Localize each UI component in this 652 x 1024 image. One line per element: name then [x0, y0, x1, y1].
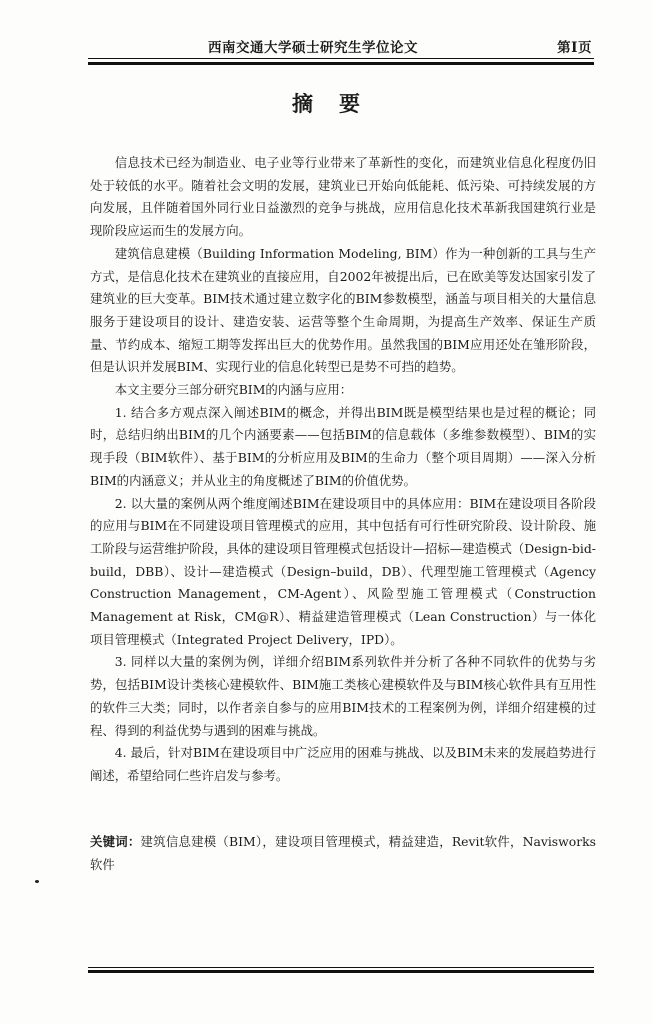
- keywords-label: 关键词：: [90, 834, 141, 849]
- footer-rule-thick: [88, 970, 594, 973]
- abstract-paragraph-6: 3. 同样以大量的案例为例，详细介绍BIM系列软件并分析了各种不同软件的优势与劣势，包括BIM设计类核心建模软件、BIM施工类核心建模软件及与BIM核心软件具有互用性的软件三大类；同时，以作者亲自参与的应用BIM技术的工程案例为例，详细介绍建模的过程、得到的利益优势与遇到的困难与挑战。: [90, 654, 596, 738]
- scan-speck: [35, 880, 39, 883]
- abstract-paragraph-1: 信息技术已经为制造业、电子业等行业带来了革新性的变化，而建筑业信息化程度仍旧处于较低的水平。随着社会文明的发展，建筑业已开始向低能耗、低污染、可持续发展的方向发展，且伴随着国外同行业日益激烈的竞争与挑战，应用信息化技术革新我国建筑行业是现阶段应运而生的发展方向。: [90, 155, 596, 239]
- keywords: [90, 831, 596, 876]
- header-page-number: 第I页: [557, 40, 592, 56]
- abstract-paragraph-2: 建筑信息建模（Building Information Modeling, BIM）作为一种创新的工具与生产方式，是信息化技术在建筑业的直接应用，自2002年被提出后，已在欧美等发达国家引发了建筑业的巨大变革。BIM技术通过建立数字化的BIM参数模型，涵盖与项目相关的大量信息服务于建设项目的设计、建造安装、运营等整个生命周期，为提高生产效率、保证生产质量、节约成本、缩短工期等发挥出巨大的优势作用。虽然我国的BIM应用还处在雏形阶段，但是认识并发展BIM、实现行业的信息化转型已是势不可挡的趋势。: [90, 245, 596, 375]
- abstract-paragraph-3: 本文主要分三部分研究BIM的内涵与应用：: [114, 382, 353, 398]
- running-header: [88, 36, 594, 58]
- header-rule-thick: [88, 62, 594, 65]
- abstract-heading: 摘要: [292, 91, 386, 116]
- abstract-body: [90, 152, 596, 788]
- header-rule-thin: [88, 58, 594, 59]
- keywords-text: 建筑信息建模（BIM），建设项目管理模式，精益建造，Revit软件，Navisworks软件: [90, 834, 597, 872]
- abstract-paragraph-7: 4. 最后，针对BIM在建设项目中广泛应用的困难与挑战、以及BIM未来的发展趋势进行阐述，希望给同仁些许启发与参考。: [90, 745, 596, 783]
- abstract-paragraph-5: 2. 以大量的案例从两个维度阐述BIM在建设项目中的具体应用：BIM在建设项目各阶段的应用与BIM在不同建设项目管理模式的应用，其中包括有可行性研究阶段、设计阶段、施工阶段与运营维护阶段，具体的建设项目管理模式包括设计—招标—建造模式（Design-bid-build，DBB）、设计—建造模式（Design–build，DB）、代理型施工管理模式（Agency Construction Management，CM-Agent）、风险型施工管理模式（Construction Management at Risk，CM@R）、精益建造管理模式（Lean Construction）与一体化项目管理模式（Integrated Project Delivery，IPD）。: [90, 495, 596, 647]
- abstract-paragraph-4: 1. 结合多方观点深入阐述BIM的概念，并得出BIM既是模型结果也是过程的概论；同时，总结归纳出BIM的几个内涵要素——包括BIM的信息载体（多维参数模型）、BIM的实现手段（BIM软件）、基于BIM的分析应用及BIM的生命力（整个项目周期）——深入分析BIM的内涵意义；并从业主的角度概述了BIM的价值优势。: [90, 404, 596, 488]
- footer-rule-thin: [88, 967, 594, 968]
- header-title: 西南交通大学硕士研究生学位论文: [208, 40, 418, 56]
